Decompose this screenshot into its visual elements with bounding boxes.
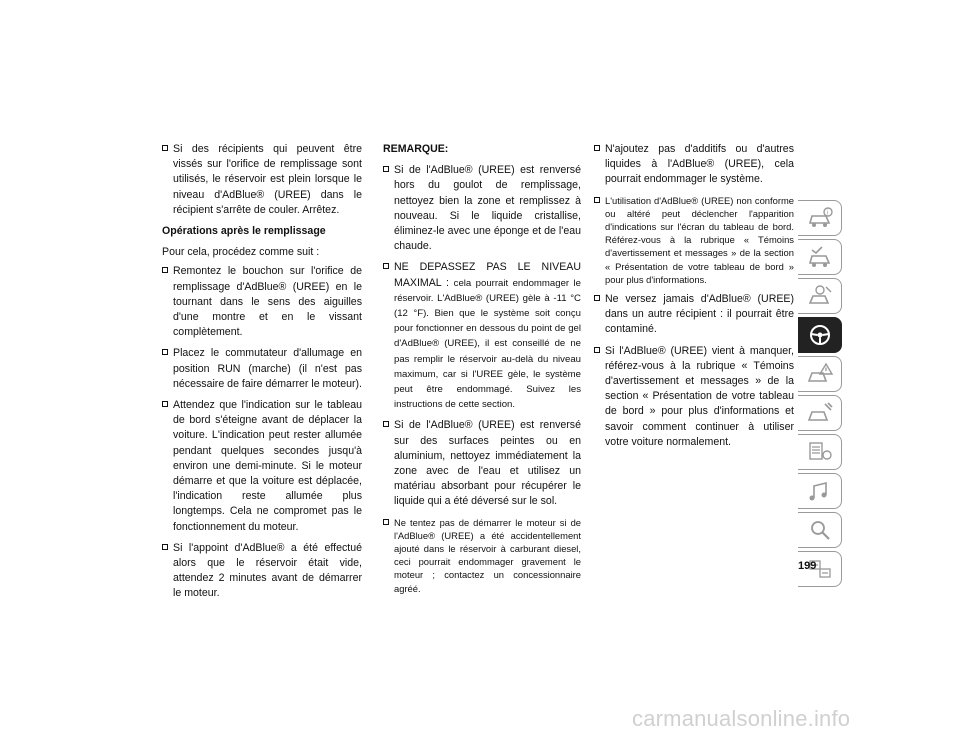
checkbox-bullet-icon xyxy=(383,519,389,525)
bullet-text: Si l'AdBlue® (UREE) vient à manquer, référez-vous à la rubrique « Témoins d'avertissement et messages » de la section « Présentation de votre tableau de bord » pour plus d'informations et savoir comment continuer à utiliser votre voiture normalement. xyxy=(605,344,794,448)
checkbox-bullet-icon xyxy=(383,421,389,427)
bullet-text: Si de l'AdBlue® (UREE) est renversé hors du goulot de remplissage, nettoyez bien la zone et remplissez à nouveau. Si le liquide cristallise, éliminez-le avec une éponge et de l'eau chaude. xyxy=(394,164,581,253)
checkbox-bullet-icon xyxy=(162,267,168,273)
checkbox-bullet-icon xyxy=(594,347,600,353)
tab-steering-wheel[interactable] xyxy=(798,317,842,353)
column-2 xyxy=(383,142,581,601)
tab-car-check[interactable] xyxy=(798,239,842,275)
svg-text:i: i xyxy=(826,209,828,217)
tab-car-controls[interactable] xyxy=(798,278,842,314)
checkbox-bullet-icon xyxy=(594,295,600,301)
checkbox-bullet-icon xyxy=(162,349,168,355)
intro-text: Pour cela, procédez comme suit : xyxy=(162,246,320,259)
bullet-text: Remontez le bouchon sur l'orifice de remplissage d'AdBlue® (UREE) en le tournant dans le sens des aiguilles d'une montre et en le vissant complètement. xyxy=(173,265,362,339)
checkbox-bullet-icon xyxy=(383,166,389,172)
section-tabs xyxy=(798,200,842,590)
bullet-text: Attendez que l'indication sur le tableau de bord s'éteigne avant de déplacer la voiture. L'indication peut rester allumée pendant quelques secondes jusqu'à environ une demi-minute. Si le moteur démarre et que la voiture est déplacée, l'indication reste allumée plus longtemps. Cela ne compromet pas le fonctionnement du moteur. xyxy=(173,399,362,533)
bullet-additives xyxy=(594,142,794,188)
checkbox-bullet-icon xyxy=(162,544,168,550)
tab-search-index[interactable] xyxy=(798,512,842,548)
media-icon xyxy=(806,478,834,504)
bullet-cap xyxy=(162,264,362,340)
steering-wheel-icon xyxy=(806,322,834,348)
bullet-text: Ne tentez pas de démarrer le moteur si de l'AdBlue® (UREE) a été accidentellement ajouté dans le réservoir à carburant diesel, ceci pourrait endommager gravement le moteur ; contactez un concessionnaire agréé. xyxy=(394,516,581,594)
bullet-spill xyxy=(383,163,581,254)
search-index-icon xyxy=(806,517,834,543)
bullet-text: L'utilisation d'AdBlue® (UREE) non conforme ou altéré peut déclencher l'apparition d'indications sur l'écran du tableau de bord. Référez-vous à la rubrique « Témoins d'avertissement et messages » de la section « Présentation de votre tableau de bord » pour plus d'informations. xyxy=(605,194,794,285)
tab-car-specs[interactable] xyxy=(798,434,842,470)
car-specs-icon xyxy=(806,439,834,465)
bullet-max-level xyxy=(383,260,581,412)
checkbox-bullet-icon xyxy=(594,145,600,151)
bullet-text: Si des récipients qui peuvent être vissés sur l'orifice de remplissage sont utilisés, le réservoir est plein lorsque le niveau d'AdBlue® (UREE) dans le récipient s'arrête de couler. Arrêtez. xyxy=(173,143,362,216)
bullet-text: cela pourrait endommager le réservoir. L'AdBlue® (UREE) gèle à -11 °C (12 °F). Bien que le système soit conçu pour fonctionner en dessous du point de gel d'AdBlue® (UREE), il est conseillé de ne pas remplir le réservoir au-delà du niveau maximum, car si l'UREE gèle, le système peut être endommagé. Suivez les instructions de cette section. xyxy=(394,277,582,411)
checkbox-bullet-icon xyxy=(162,145,168,151)
tab-car-info[interactable] xyxy=(798,200,842,236)
bullet-text: Ne versez jamais d'AdBlue® (UREE) dans un autre récipient : il pourrait être contaminé. xyxy=(605,293,794,336)
note-heading: REMARQUE: xyxy=(383,143,449,155)
car-warning-icon xyxy=(806,361,834,387)
bullet-container xyxy=(594,292,794,338)
car-check-icon xyxy=(806,244,834,270)
checkbox-bullet-icon xyxy=(383,263,389,269)
car-service-icon xyxy=(806,400,834,426)
checkbox-bullet-icon xyxy=(162,401,168,407)
section-heading: Opérations après le remplissage xyxy=(162,225,326,238)
bullet-non-compliant xyxy=(594,194,794,286)
footer-watermark: carmanualsonline.info xyxy=(632,706,851,731)
tab-car-service[interactable] xyxy=(798,395,842,431)
bullet-ignition xyxy=(162,346,362,392)
tab-media[interactable] xyxy=(798,473,842,509)
bullet-painted-surfaces xyxy=(383,418,581,509)
bullet-text: Si l'appoint d'AdBlue® a été effectué alors que le réservoir était vide, attendez 2 minutes avant de démarrer le moteur. xyxy=(173,541,362,600)
bullet-text: N'ajoutez pas d'additifs ou d'autres liquides à l'AdBlue® (UREE), cela pourrait endommager le système. xyxy=(605,143,794,186)
bullet-text: Si de l'AdBlue® (UREE) est renversé sur des surfaces peintes ou en aluminium, nettoyez immédiatement la zone avec de l'eau et utilisez un matériau absorbant pour récupérer le liquide qui a été déversé sur le sol. xyxy=(394,419,581,508)
bullet-recipients xyxy=(162,142,362,218)
column-1 xyxy=(162,142,362,608)
checkbox-bullet-icon xyxy=(594,197,600,203)
page-number: 199 xyxy=(798,560,817,572)
bullet-running-out xyxy=(594,344,794,450)
bullet-diesel-tank xyxy=(383,516,581,595)
bullet-wait-indicator xyxy=(162,398,362,535)
bullet-lead: NE DEPASSEZ PAS LE NIVEAU MAXIMAL : xyxy=(394,261,581,289)
car-info-icon xyxy=(806,205,834,231)
bullet-text: Placez le commutateur d'allumage en position RUN (marche) (il n'est pas nécessaire de faire démarrer le moteur). xyxy=(173,347,363,390)
tab-car-warning[interactable] xyxy=(798,356,842,392)
car-controls-icon xyxy=(806,283,834,309)
bullet-empty-tank xyxy=(162,541,362,602)
column-3 xyxy=(594,142,794,456)
